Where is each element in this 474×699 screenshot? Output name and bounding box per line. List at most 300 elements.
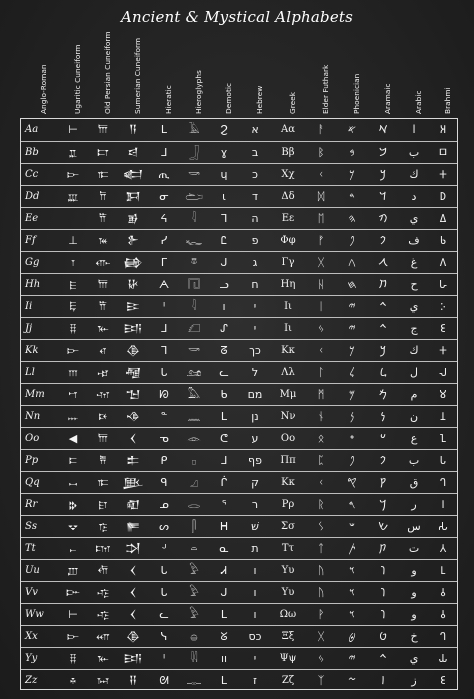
glyph-cell-hebrew: ד: [251, 190, 258, 203]
glyph-cell-brahmi: 𑀑: [439, 432, 447, 445]
glyph-cell-aram: 𐡄: [378, 212, 388, 225]
glyph-cell-latin: Ww: [25, 609, 44, 620]
glyph-cell-persian: 𐎳: [98, 234, 108, 247]
glyph-cell-ugaritic: 𐎅: [69, 278, 77, 291]
glyph-cell-phoen: 𐤊: [349, 168, 355, 181]
column-header: [277, 34, 298, 116]
glyph-cell-brahmi: 𑀉: [440, 564, 446, 577]
glyph-cell-hieratic: ᓀ: [159, 432, 169, 445]
glyph-cell-greek: Ββ: [281, 147, 295, 158]
chart-title: Ancient & Mystical Alphabets: [120, 8, 354, 26]
column-header: [372, 34, 393, 116]
glyph-cell-ugaritic: 𐎋: [67, 168, 79, 181]
glyph-cell-demotic: ᒪ: [220, 410, 228, 423]
glyph-cell-demotic: Ꮭ: [220, 234, 228, 247]
glyph-cell-phoen: 𐤇: [347, 278, 357, 291]
glyph-cell-phoen: 𐤀: [347, 123, 357, 136]
glyph-cell-hiero: 𓄿: [188, 123, 200, 136]
glyph-cell-phoen: 𐤅: [349, 586, 355, 599]
glyph-cell-persian: 𐎤: [99, 344, 107, 357]
glyph-cell-phoen: 𐤔: [349, 520, 355, 533]
glyph-cell-aram: 𐡈: [379, 630, 387, 643]
glyph-cell-brahmi: 𑀕: [439, 256, 447, 269]
glyph-cell-hieratic: ᒥ: [160, 256, 168, 269]
glyph-cell-hieratic: ᓐ: [160, 410, 168, 423]
glyph-cell-futhark: ᛚ: [317, 366, 325, 379]
glyph-cell-phoen: 𐤐: [349, 234, 355, 247]
glyph-cell-hebrew: ו: [253, 564, 257, 577]
glyph-cell-sumerian: 𒄩: [127, 278, 139, 291]
glyph-cell-aram: 𐡉: [379, 652, 387, 665]
glyph-cell-demotic: ᓚ: [219, 366, 229, 379]
glyph-cell-hieratic: ᓚ: [159, 608, 169, 621]
glyph-cell-brahmi: 𑀫: [439, 388, 447, 401]
glyph-cell-phoen: 𐤒: [347, 476, 357, 489]
glyph-cell-brahmi: 𑀓: [438, 168, 448, 181]
glyph-cell-arabic: و: [411, 564, 417, 577]
glyph-cell-sumerian: 𒈠: [125, 388, 141, 401]
glyph-cell-hieratic: ᓯ: [160, 234, 168, 247]
glyph-cell-hebrew: פ: [251, 234, 259, 247]
glyph-cell-demotic: ɥ: [220, 168, 228, 181]
glyph-cell-greek: Υυ: [281, 587, 295, 598]
glyph-cell-sumerian: 𒄿: [126, 300, 140, 313]
glyph-cell-latin: Nn: [25, 411, 41, 422]
glyph-cell-greek: Ζζ: [281, 675, 295, 686]
column-header: [92, 31, 113, 116]
glyph-cell-latin: Rr: [25, 499, 38, 510]
glyph-cell-demotic: Ϩ: [220, 123, 228, 136]
glyph-cell-persian: 𐎣: [97, 476, 109, 489]
glyph-cell-ugaritic: 𐎗: [69, 498, 77, 511]
glyph-cell-hebrew: פף: [248, 454, 262, 467]
glyph-cell-demotic: ıı: [220, 652, 228, 665]
glyph-cell-futhark: ᛟ: [317, 432, 325, 445]
glyph-cell-futhark: ᛃ: [317, 652, 325, 665]
glyph-cell-brahmi: 𑀚: [440, 322, 446, 335]
glyph-cell-brahmi: 𑀦: [440, 410, 446, 423]
glyph-cell-persian: 𐎡: [99, 212, 107, 225]
glyph-cell-brahmi: 𑀔: [439, 476, 447, 489]
glyph-cell-aram: 𐡆: [381, 674, 385, 687]
glyph-cell-latin: Hh: [25, 279, 41, 290]
glyph-cell-sumerian: 𒌋: [129, 586, 137, 599]
glyph-cell-sumerian: 𒂊: [127, 212, 139, 225]
table-row: [21, 427, 457, 449]
glyph-cell-hebrew: ב: [251, 146, 259, 159]
glyph-cell-brahmi: 𑀳: [438, 278, 448, 291]
table-row: [21, 317, 457, 339]
glyph-cell-hiero: 𓎡: [188, 344, 200, 357]
glyph-cell-arabic: ك: [409, 344, 419, 357]
glyph-cell-demotic: ᒪ: [220, 674, 228, 687]
glyph-cell-sumerian: 𒂵: [123, 256, 143, 269]
glyph-cell-ugaritic: [57, 208, 89, 229]
glyph-cell-hiero: 𓈎: [190, 476, 198, 489]
glyph-cell-greek: Μμ: [279, 389, 297, 400]
glyph-cell-ugaritic: 𐎖: [68, 476, 78, 489]
glyph-cell-futhark: ᛈ: [317, 454, 325, 467]
glyph-cell-ugaritic: 𐎋: [67, 344, 79, 357]
glyph-cell-persian: 𐎴: [98, 410, 108, 423]
glyph-cell-greek: Σσ: [281, 521, 295, 532]
glyph-cell-hieratic: ᓄ: [159, 498, 169, 511]
glyph-cell-ugaritic: ⊢: [68, 123, 78, 136]
glyph-cell-futhark: ᛃ: [317, 322, 325, 335]
column-header: [403, 34, 424, 116]
glyph-cell-sumerian: 𒌋: [129, 608, 137, 621]
glyph-cell-latin: Ss: [25, 521, 37, 532]
glyph-cell-latin: Gg: [25, 257, 40, 268]
glyph-cell-hebrew: ל: [251, 366, 259, 379]
glyph-cell-demotic: ᕼ: [219, 520, 229, 533]
glyph-cell-ugaritic: 𐎜: [67, 564, 79, 577]
glyph-cell-futhark: ᛁ: [317, 300, 325, 313]
glyph-cell-hebrew: ה: [251, 212, 259, 225]
glyph-cell-greek: Ττ: [281, 543, 295, 554]
glyph-cell-hebrew: נן: [251, 410, 259, 423]
glyph-cell-aram: 𐡂: [378, 256, 388, 269]
glyph-cell-ugaritic: 𐎋: [67, 630, 79, 643]
table-row: [21, 207, 457, 229]
glyph-cell-hieratic: ᒧ: [160, 146, 168, 159]
glyph-cell-aram: 𐡃: [379, 190, 387, 203]
table-row: [21, 229, 457, 251]
glyph-cell-greek: Κκ: [281, 477, 295, 488]
glyph-cell-demotic: ᓇ: [219, 542, 229, 555]
glyph-cell-persian: 𐎺: [97, 608, 109, 621]
glyph-cell-arabic: ا: [412, 123, 416, 136]
table-row: [21, 295, 457, 317]
glyph-cell-latin: Kk: [25, 345, 39, 356]
column-header-label: Anglo-Roman: [39, 64, 48, 114]
glyph-cell-hieratic: ᓂ: [159, 190, 169, 203]
column-header-label: Greek: [288, 92, 297, 114]
column-header: [183, 34, 204, 116]
glyph-cell-greek: Ψψ: [279, 653, 297, 664]
glyph-cell-phoen: 𐤁: [349, 146, 355, 159]
glyph-cell-brahmi: 𑀯: [440, 608, 446, 621]
glyph-cell-persian: 𐎱: [99, 454, 107, 467]
glyph-cell-greek: Ιι: [284, 301, 292, 312]
glyph-cell-hiero: 𓅱: [189, 564, 199, 577]
glyph-cell-demotic: ᒪ: [220, 608, 228, 621]
glyph-cell-hiero: 𓂧: [185, 190, 203, 203]
glyph-cell-ugaritic: 𐎂: [71, 256, 75, 269]
glyph-cell-hiero: 𓎼: [190, 256, 198, 269]
glyph-cell-hiero: 𓇋: [192, 212, 196, 225]
glyph-cell-hebrew: ק: [251, 476, 259, 489]
glyph-cell-latin: Pp: [25, 455, 39, 466]
column-header-label: Brahmi: [443, 87, 452, 114]
glyph-cell-phoen: 𐤃: [349, 190, 355, 203]
glyph-cell-ugaritic: 𐎚: [69, 542, 77, 555]
glyph-cell-persian: 𐎠: [98, 278, 108, 291]
glyph-cell-hieratic: ᒧ: [160, 322, 168, 335]
glyph-cell-arabic: ز: [411, 674, 417, 687]
glyph-cell-arabic: ب: [408, 146, 420, 159]
glyph-cell-ugaritic: 𐎔: [69, 454, 77, 467]
glyph-cell-greek: Ξξ: [281, 631, 295, 642]
glyph-cell-persian: 𐎼: [98, 498, 108, 511]
glyph-cell-persian: 𐏀: [96, 674, 110, 687]
glyph-cell-persian: 𐎿: [98, 520, 108, 533]
table-row: [21, 515, 457, 537]
glyph-cell-ugaritic: ◀: [68, 432, 78, 445]
glyph-cell-phoen: 𐤄: [348, 212, 356, 225]
glyph-cell-phoen: 𐤉: [348, 300, 356, 313]
glyph-cell-futhark: ᚹ: [317, 608, 325, 621]
glyph-cell-arabic: ي: [409, 652, 419, 665]
glyph-cell-hiero: 𓅱: [189, 608, 199, 621]
glyph-cell-hieratic: ᗅ: [158, 278, 170, 291]
glyph-cell-sumerian: 𒊓: [126, 520, 140, 533]
glyph-cell-hebrew: ר: [251, 498, 259, 511]
glyph-cell-sumerian: 𒅀: [123, 322, 143, 335]
glyph-cell-sumerian: 𒋫: [125, 542, 141, 555]
glyph-cell-brahmi: 𑀚: [440, 674, 446, 687]
glyph-cell-hiero: 𓎡: [188, 168, 200, 181]
glyph-cell-greek: Ρρ: [281, 499, 295, 510]
glyph-cell-sumerian: 𒆥: [122, 476, 144, 489]
glyph-cell-arabic: ي: [409, 300, 419, 313]
glyph-cell-phoen: 𐤅: [349, 564, 355, 577]
column-header: [341, 34, 362, 116]
glyph-cell-brahmi: 𑀓: [438, 344, 448, 357]
column-header: [213, 34, 234, 116]
glyph-cell-hieratic: ᒐ: [160, 366, 168, 379]
glyph-cell-greek: Οο: [280, 433, 296, 444]
glyph-cell-brahmi: 𑀅: [439, 123, 447, 136]
glyph-cell-phoen: 𐤉: [348, 652, 356, 665]
glyph-cell-futhark: ᛖ: [317, 212, 325, 225]
glyph-cell-ugaritic: 𐎐: [67, 410, 79, 423]
glyph-cell-hieratic: ᘛ: [159, 674, 169, 687]
table-row: [21, 251, 457, 273]
glyph-cell-arabic: غ: [410, 256, 418, 269]
glyph-cell-greek: Αα: [281, 124, 295, 135]
table-row: [21, 405, 457, 427]
table-row: [21, 537, 457, 559]
glyph-cell-hiero: 𓂋: [187, 498, 201, 511]
column-header-label: Sumerian Cuneiform: [133, 37, 142, 114]
glyph-cell-persian: 𐎹: [97, 652, 109, 665]
glyph-cell-phoen: 𐤐: [349, 454, 355, 467]
glyph-cell-phoen: 𐤊: [349, 344, 355, 357]
glyph-cell-aram: 𐡅: [380, 564, 386, 577]
glyph-cell-demotic: ᘜ: [220, 630, 228, 643]
glyph-cell-hebrew: ח: [251, 278, 259, 291]
glyph-cell-ugaritic: 𐎊: [69, 322, 77, 335]
glyph-cell-phoen: 𐤉: [348, 322, 356, 335]
glyph-cell-hieratic: ᑊ: [162, 300, 166, 313]
glyph-cell-demotic: ı: [222, 300, 226, 313]
glyph-cell-sumerian: 𒅗: [122, 168, 144, 181]
glyph-cell-hiero: 𓋴: [191, 520, 197, 533]
glyph-cell-greek: Φφ: [280, 235, 296, 246]
glyph-cell-aram: 𐡊: [379, 168, 387, 181]
table-row: [21, 185, 457, 207]
table-row: [21, 493, 457, 515]
glyph-cell-arabic: ك: [409, 168, 419, 181]
glyph-cell-aram: 𐡐: [379, 454, 387, 467]
glyph-cell-ugaritic: 𐎒: [68, 520, 78, 533]
table-row: [21, 669, 457, 691]
glyph-cell-latin: Xx: [25, 631, 38, 642]
glyph-cell-sumerian: 𒆷: [124, 366, 142, 379]
glyph-cell-hieratic: ᔦ: [160, 212, 168, 225]
alphabet-table: [20, 118, 458, 690]
glyph-cell-persian: 𐎾: [97, 366, 109, 379]
glyph-cell-sumerian: 𒍝: [128, 674, 137, 687]
glyph-cell-hebrew: ו: [253, 586, 257, 599]
glyph-cell-latin: Ll: [25, 367, 35, 378]
glyph-cell-hieratic: ᒪ: [160, 123, 168, 136]
glyph-cell-hebrew: ג: [252, 256, 258, 269]
column-header-label: Phoenician: [352, 73, 361, 114]
glyph-cell-ugaritic: 𐎎: [68, 388, 78, 401]
glyph-cell-arabic: ر: [411, 498, 417, 511]
glyph-cell-brahmi: 𑀮: [438, 366, 448, 379]
glyph-cell-futhark: ᛒ: [317, 146, 325, 159]
glyph-cell-greek: Χχ: [281, 169, 295, 180]
glyph-cell-demotic: Ꮧ: [221, 564, 227, 577]
glyph-cell-persian: 𐎹: [97, 322, 109, 335]
glyph-cell-aram: 𐡅: [380, 608, 386, 621]
table-row: [21, 383, 457, 405]
glyph-cell-hieratic: ᒐ: [160, 564, 168, 577]
glyph-cell-hieratic: ᔕ: [159, 520, 169, 533]
glyph-cell-demotic: ᒧ: [220, 454, 228, 467]
column-header: [153, 34, 174, 116]
glyph-cell-futhark: ᛏ: [317, 542, 325, 555]
glyph-cell-hebrew: מם: [247, 388, 263, 401]
table-row: [21, 339, 457, 361]
glyph-cell-hiero: 𓅓: [187, 388, 201, 401]
table-row: [21, 559, 457, 581]
table-row: [21, 361, 457, 383]
table-row: [21, 141, 457, 163]
glyph-cell-hiero: 𓇋: [192, 300, 196, 313]
glyph-cell-hiero: 𓅱: [189, 586, 199, 599]
glyph-cell-hebrew: י: [253, 652, 257, 665]
glyph-cell-persian: 𐎣: [97, 168, 109, 181]
glyph-cell-demotic: ᒌ: [220, 476, 228, 489]
glyph-cell-hieratic: ᒐ: [160, 586, 168, 599]
glyph-cell-hebrew: שׁ: [251, 520, 259, 533]
glyph-cell-sumerian: 𒁕: [125, 190, 141, 203]
glyph-cell-futhark: ᚲ: [317, 168, 325, 181]
glyph-cell-demotic: ᒣ: [220, 212, 228, 225]
glyph-cell-brahmi: 𑀔: [439, 630, 447, 643]
glyph-cell-brahmi: 𑀢: [439, 542, 447, 555]
table-row: [21, 625, 457, 647]
glyph-cell-demotic: ᔑ: [220, 322, 228, 335]
glyph-cell-aram: 𐡅: [380, 586, 386, 599]
glyph-cell-futhark: ᚨ: [317, 123, 325, 136]
glyph-cell-hieratic: ᓭ: [160, 630, 168, 643]
glyph-cell-brahmi: 𑀬: [438, 652, 448, 665]
glyph-cell-persian: 𐎫: [95, 542, 111, 555]
glyph-cell-greek: Ιι: [284, 323, 292, 334]
glyph-cell-brahmi: 𑀩: [438, 146, 448, 159]
table-row: [21, 603, 457, 625]
glyph-cell-aram: 𐡉: [379, 322, 387, 335]
glyph-cell-latin: Cc: [25, 169, 39, 180]
glyph-cell-futhark: ᛗ: [317, 388, 325, 401]
glyph-cell-arabic: ح: [410, 278, 418, 291]
glyph-cell-hieratic: ᒢ: [161, 542, 167, 555]
glyph-cell-arabic: ل: [410, 366, 418, 379]
column-header-label: Hieroglyphs: [194, 70, 203, 114]
glyph-cell-ugaritic: 𐎁: [69, 146, 77, 159]
glyph-cell-latin: Ff: [25, 235, 36, 246]
column-header-label: Elder Futhark: [321, 64, 330, 114]
glyph-cell-greek: Ηη: [280, 279, 296, 290]
glyph-cell-futhark: ᚾ: [317, 410, 325, 423]
glyph-cell-demotic: ᒍ: [220, 256, 228, 269]
column-header: [310, 34, 331, 116]
glyph-cell-aram: 𐡕: [379, 542, 387, 555]
glyph-cell-futhark: ᛞ: [317, 190, 325, 203]
glyph-cell-persian: 𐎥: [95, 256, 111, 269]
glyph-cell-hiero: 𓇌: [190, 652, 198, 665]
column-header-label: Aramaic: [383, 83, 392, 114]
glyph-cell-arabic: و: [411, 586, 417, 599]
table-row: [21, 647, 457, 669]
glyph-cell-greek: Ππ: [280, 455, 296, 466]
glyph-cell-ugaritic: 𐎛: [69, 300, 77, 313]
column-header: [62, 34, 83, 116]
glyph-cell-phoen: 𐤅: [349, 608, 355, 621]
glyph-cell-demotic: ᑲ: [220, 388, 228, 401]
glyph-cell-latin: Bb: [25, 147, 39, 158]
glyph-cell-demotic: ι: [222, 190, 226, 203]
glyph-cell-latin: Qq: [25, 477, 40, 488]
glyph-cell-brahmi: 𑀏: [439, 212, 447, 225]
glyph-cell-ugaritic: 𐎊: [69, 652, 77, 665]
glyph-cell-hiero: 𓐍: [190, 630, 198, 643]
glyph-cell-sumerian: 𒅀: [123, 652, 143, 665]
glyph-cell-aram: 𐡇: [378, 278, 388, 291]
glyph-cell-phoen: 𐤆: [348, 674, 356, 687]
glyph-cell-persian: 𐎭: [99, 190, 107, 203]
glyph-cell-brahmi: 𑀲: [438, 520, 448, 533]
glyph-cell-futhark: ᚠ: [317, 234, 325, 247]
glyph-cell-aram: 𐡉: [379, 300, 387, 313]
glyph-cell-persian: 𐎡: [99, 300, 107, 313]
glyph-cell-latin: Dd: [25, 191, 40, 202]
glyph-cell-sumerian: 𒀀: [129, 123, 137, 136]
glyph-cell-hieratic: ᑭ: [160, 454, 168, 467]
glyph-cell-latin: Tt: [25, 543, 36, 554]
glyph-cell-demotic: ᕐ: [221, 498, 227, 511]
glyph-cell-arabic: و: [411, 608, 417, 621]
glyph-cell-aram: 𐡓: [379, 498, 387, 511]
glyph-cell-brahmi: 𑀨: [439, 234, 447, 247]
glyph-cell-brahmi: 𑀥: [439, 190, 447, 203]
glyph-cell-hebrew: כ: [252, 168, 258, 181]
glyph-cell-latin: Mm: [25, 389, 45, 400]
glyph-cell-hebrew: כך: [249, 344, 261, 357]
column-header-label: Ugaritic Cuneiform: [73, 44, 82, 114]
glyph-cell-futhark: ᛊ: [317, 520, 325, 533]
glyph-cell-ugaritic: ⊥: [68, 234, 78, 247]
glyph-cell-demotic: ɣ: [220, 146, 228, 159]
glyph-cell-ugaritic: 𐎉: [70, 674, 76, 687]
glyph-cell-latin: Zz: [25, 675, 38, 686]
glyph-cell-sumerian: 𒈾: [126, 410, 140, 423]
